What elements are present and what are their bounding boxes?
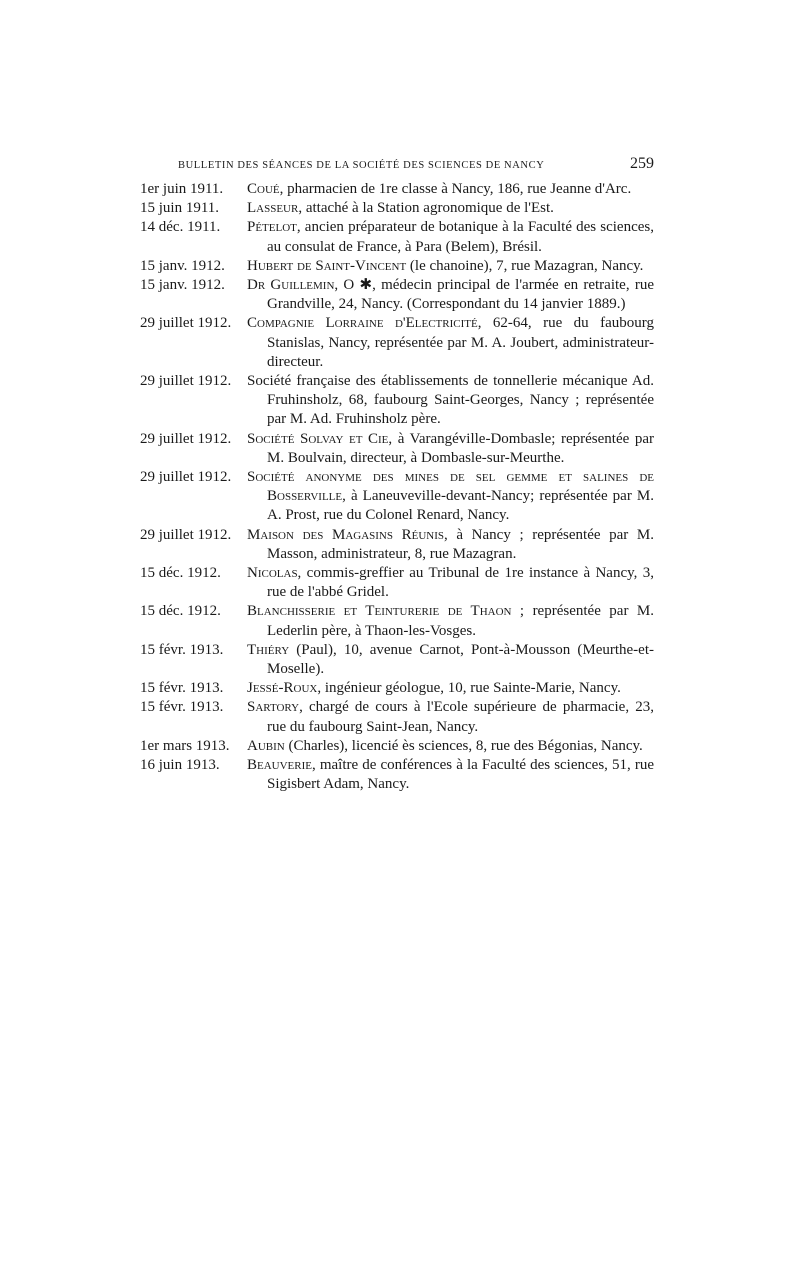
- member-details: Société française des établissements de tonnellerie mécanique Ad. Fruhinsholz, 68, faubourg Saint-Georges, Nancy ; représentée par M. Ad. Fruhinsholz père.: [247, 373, 654, 428]
- member-name: Maison des Magasins Réunis,: [247, 526, 448, 543]
- member-name: Société anonyme des mines de sel gemme et salines de Bosserville,: [247, 469, 654, 505]
- entry-date: 15 déc. 1912.: [140, 565, 221, 582]
- member-details: attaché à la Station agronomique de l'Est.: [302, 200, 554, 217]
- list-item: [140, 641, 654, 679]
- member-details: à Nancy ; représentée par M. Masson, administrateur, 8, rue Mazagran.: [267, 526, 655, 562]
- member-details: (Charles), licencié ès sciences, 8, rue des Bégonias, Nancy.: [284, 737, 643, 754]
- entry-date: 14 déc. 1911.: [140, 219, 221, 236]
- entry-description: [247, 756, 654, 794]
- entry-description: [247, 641, 654, 679]
- running-title: BULLETIN DES SÉANCES DE LA SOCIÉTÉ DES SCIENCES DE NANCY: [178, 160, 545, 171]
- member-name: Beauverie,: [247, 757, 316, 774]
- list-item: [140, 180, 654, 199]
- list-item: [140, 756, 654, 794]
- entry-description: [247, 430, 654, 468]
- entry-description: [247, 737, 654, 756]
- member-name: Blanchisserie et Teinturerie de Thaon ;: [247, 603, 525, 620]
- member-name: Compagnie Lorraine d'Electricité,: [247, 315, 482, 332]
- entry-date: 15 févr. 1913.: [140, 641, 224, 658]
- page-number: 259: [630, 155, 654, 172]
- member-name: Thiéry: [247, 641, 290, 658]
- list-item: [140, 372, 654, 430]
- member-name: Dr Guillemin,: [247, 277, 339, 294]
- member-name: Société Solvay et Cie,: [247, 430, 393, 447]
- member-details: représentée par M. Lederlin père, à Thaon-les-Vosges.: [267, 603, 654, 639]
- entry-date: 16 juin 1913.: [140, 757, 220, 774]
- member-name: Aubin: [247, 737, 285, 754]
- entry-description: [247, 218, 654, 256]
- entry-description: [247, 468, 654, 526]
- member-details: à Varangéville-Dombasle; représentée par M. Boulvain, directeur, à Dombasle-sur-Meurthe.: [267, 430, 654, 466]
- entry-description: [247, 276, 654, 314]
- entry-date: 15 janv. 1912.: [140, 277, 225, 294]
- member-details: ancien préparateur de botanique à la Faculté des sciences, au consulat de France, à Para (Belem), Brésil.: [267, 219, 654, 255]
- member-name: Coué,: [247, 181, 284, 197]
- entry-date: 1er mars 1913.: [140, 737, 230, 754]
- list-item: [140, 199, 654, 218]
- entry-date: 29 juillet 1912.: [140, 469, 232, 486]
- running-header: [178, 155, 654, 173]
- entry-date: 1er juin 1911.: [140, 181, 224, 197]
- member-details: ingénieur géologue, 10, rue Sainte-Marie, Nancy.: [321, 680, 621, 697]
- member-details: commis-greffier au Tribunal de 1re instance à Nancy, 3, rue de l'abbé Gridel.: [267, 565, 654, 601]
- list-item: [140, 564, 654, 602]
- member-name: Pételot,: [247, 219, 301, 236]
- member-name: Lasseur,: [247, 200, 303, 217]
- member-details: maître de conférences à la Faculté des sciences, 51, rue Sigisbert Adam, Nancy.: [267, 757, 654, 793]
- member-list: [140, 180, 654, 795]
- entry-date: 15 janv. 1912.: [140, 257, 225, 274]
- entry-date: 29 juillet 1912.: [140, 315, 232, 332]
- list-item: [140, 276, 654, 314]
- member-details: chargé de cours à l'Ecole supérieure de pharmacie, 23, rue du faubourg Saint-Jean, Nancy.: [267, 699, 654, 735]
- list-item: [140, 218, 654, 256]
- entry-description: [247, 199, 654, 218]
- member-details: O ✱, médecin principal de l'armée en retraite, rue Grandville, 24, Nancy. (Correspondant du 14 janvier 1889.): [267, 277, 654, 313]
- list-item: [140, 257, 654, 276]
- member-details: (Paul), 10, avenue Carnot, Pont-à-Mousson (Meurthe-et-Moselle).: [267, 641, 654, 678]
- list-item: [140, 430, 654, 468]
- entry-date: 29 juillet 1912.: [140, 373, 232, 390]
- entry-description: [247, 314, 654, 372]
- entry-description: [247, 698, 654, 736]
- member-details: 62-64, rue du faubourg Stanislas, Nancy, représentée par M. A. Joubert, administrateur-directeur.: [267, 315, 654, 370]
- entry-description: [247, 372, 654, 430]
- entry-description: [247, 602, 654, 640]
- member-details: pharmacien de 1re classe à Nancy, 186, rue Jeanne d'Arc.: [283, 181, 632, 197]
- member-details: (le chanoine), 7, rue Mazagran, Nancy.: [406, 257, 644, 274]
- entry-date: 15 févr. 1913.: [140, 699, 224, 716]
- entry-description: [247, 564, 654, 602]
- member-name: Jessé-Roux,: [247, 680, 322, 697]
- list-item: [140, 737, 654, 756]
- member-name: Hubert de Saint-Vincent: [247, 257, 407, 274]
- entry-description: [247, 257, 654, 276]
- entry-description: [247, 526, 654, 564]
- entry-description: [247, 180, 654, 199]
- list-item: [140, 698, 654, 736]
- entry-date: 15 déc. 1912.: [140, 603, 221, 620]
- list-item: [140, 602, 654, 640]
- member-name: Sartory,: [247, 699, 303, 716]
- entry-date: 15 févr. 1913.: [140, 680, 224, 697]
- member-details: à Laneuveville-devant-Nancy; représentée par M. A. Prost, rue du Colonel Renard, Nancy.: [267, 488, 654, 524]
- entry-date: 29 juillet 1912.: [140, 430, 232, 447]
- entry-description: [247, 679, 654, 698]
- list-item: [140, 679, 654, 698]
- entry-date: 29 juillet 1912.: [140, 526, 232, 543]
- list-item: [140, 468, 654, 526]
- entry-date: 15 juin 1911.: [140, 200, 220, 217]
- list-item: [140, 314, 654, 372]
- member-name: Nicolas,: [247, 565, 302, 582]
- list-item: [140, 526, 654, 564]
